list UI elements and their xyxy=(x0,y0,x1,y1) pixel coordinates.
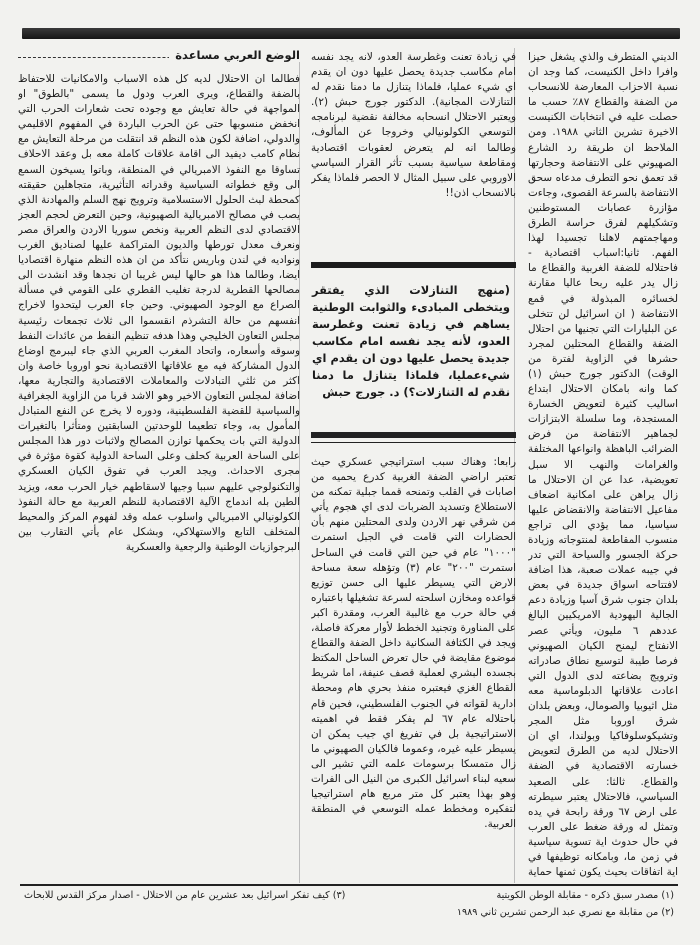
pull-quote-rule xyxy=(311,262,516,268)
header-rule xyxy=(22,28,680,39)
column-text: في زيادة تعنت وغطرسة العدو، لانه يجد نفسه امام مكاسب جديدة يحصل عليها دون ان يقدم اي شيء عمليا، فلماذا يتنازل ما دمنا نقدم له التنازلات المجانية). الدكتور جورج حبش (٢). ويعتبر الاحتلال انسحابه مخالفة نقضية لبرنامجه التوسعي الكولونيالي وخروجا عن المألوف، وطالما انه لم يتعرض لعقوبات اقتصادية ومقاطعة سياسية بسبب تأثر القرار السياسي الاوروبي على سبيل المثال لا الحصر فلماذا يفكر بالانسحاب اذن!! xyxy=(311,51,516,199)
article-column-left xyxy=(18,72,300,882)
section-separator-thin xyxy=(311,442,516,443)
article-column-right xyxy=(528,50,678,882)
article-column-middle-bottom xyxy=(311,455,516,880)
section-separator xyxy=(311,432,516,438)
section-title xyxy=(18,48,300,66)
footnote-2: (٢) من مقابلة مع نصري عبد الرحمن تشرين ثاني ١٩٨٩ xyxy=(456,907,674,918)
section-title-text: الوضع العربي مساعدة xyxy=(169,48,300,62)
article-column-middle-top xyxy=(311,50,516,260)
column-text: فطالما ان الاحتلال لديه كل هذه الاسباب والامكانيات للاحتفاظ بالضفة والقطاع، ويرى العرب ودول ما يسمى "بالطوق" او المواجهة في حالة تعايش مع وجوده تحت شعارات الحرب التي انخفض منسوبها حتى عن الحرب الباردة في المفهوم الاقليمي والدولي، اضافة لكون هذه النظم قد انتقلت من مرحلة التعايش مع نظام كامب ديفيد الى اقامة علاقات كاملة معه بل وعقد الاحلاف تساوقا مع النفوذ الامبريالي في المنطقة، وباتوا يسيخون السمع الى وقع خطواته السياسية وقدراته التأثيرية، متجاهلين حقيقته كمحطة لبث الحلول الاستسلامية وترويج نهج السلم والمهادنة الذي يصب في مصالح الامبريالية الصهيونية، وحين التعرض لحجم العجز الاقتصادي لدى النظم العربية ونخص سوريا الاردن والعراق مصر ونعرف معدل تورطها والديون المتراكمة عليها لصناديق الغرب ونواديه في لندن وباريس نتأكد من ان هذه النظم منهارة اقتصاديا ايضا، وطالما هذا هو حالها ليس غريبا ان نجدها وقد انشدت الى مصالحها القطرية لدرجة تغليب القطري على القومي في مسألة الصراع مع الوجود الصهيوني. وحين جاء العرب ليتحدوا لاخراج انفسهم من حالة التشرذم انقسموا الى ثلاث تجمعات رئيسية مجلس التعاون الخليجي وهذا هدفه تنظيم النفط من عائدات النفط وسوقه وأسعاره، واتحاد المغرب العربي الذي جاء ليبرمج اوضاع الدول المشاركة فيه مع علاقاتها الاقتصادية نحو اوروبا خاصة وان اكثر من ثلثي التبادلات والمعاملات الاقتصادية والتجارية معها، اضافة لمجلس التعاون الاخير وهو الاشد قربا من الزاوية الجغرافية والسياسية للقضية الفلسطينية، ودوره لا يخرج عن النفع المتبادل المأمول به، وجاء تطعيما للوحدتين السابقتين ومتأثرا بالتغيرات الدولية التي بات يحكمها توازن المصالح ولاثبات دور هذا المجلس على الساحة العربية كحلف وعلى الساحة الدولية كقوة مؤثرة في مجرى الاحداث. ويجد العرب في تفوق الكيان العسكري والتكنولوجي عليهم سببا وجيها لاسقاطهم خيار الحرب معه، ويزيد الطين بله اندماج الآلية الاقتصادية للنظم العربية مع حالة النفوذ الكولونيالي الامبريالي واسلوب عمله وقد لفهوم المركز والمحيط المتخلف التابع والاستهلاكي، وبشكل عام يأتي التقارب بين البرجوازيات الوطنية والرجعية والعسكرية xyxy=(18,73,300,553)
column-text: الديني المتطرف والذي يشغل حيزا وافرا داخل الكنيست، كما وجد ان نسبة الاحزاب المعارضة للانسحاب من الضفة والقطاع ٨٧٪ حسب ما حصلت عليه في انتخابات الكنيست الاخيرة تشرين الثاني ١٩٨٨. ومن الملاحظ ان طريقة رد الشارع الصهيوني على الانتفاضة وحجارتها قد تعمق نحو التطرف مدعاه سحق الانتفاضة بالسرعة القصوى، وجاءت مؤازرة عصابات المستوطنين وتشكيلهم لفرق حراسة الطرق ومهاجمتهم لاهلنا تجسيدا لهذا الفهم. ثانيا:اسباب اقتصادية - فاحتلاله للضفة الغربية والقطاع ما زال يدر عليه ربحا عاليا مقارنة لخسائره المبذولة في قمع الانتفاضة ( ان اسرائيل لن تتخلى عن البليارات التي تجنيها من احتلال الضفة والقطاع المحتلين لمجرد حشرها في الزاوية لفترة من الوقت) الدكتور جورج حبش (١) كما وانه بامكان الاحتلال ابتداع اساليب كثيرة لتعويض الخسارة المستجدة، وما سلسلة الابتزازات لجماهير الانتفاضة من فرض الضرائب الباهظة وانواعها المختلفة والغرامات والنهب الا سبل تعويضية، عدا عن ان الاحتلال ما زال يراهن على امكانية اضعاف مفاعيل الانتفاضة والانقضاض عليها سياسيا، مما يؤدي الى تراجع منسوب المقاطعة لمنتوجاته وزيادة حركة الجسور والسياحة التي تدر في جيبه عملات صعبة، هذا اضافة لافتتاحه اسواق جديدة في بعض بلدان جنوب شرق آسيا وزيادة دعم الجالية اليهودية الامريكيين البالغ عددهم ٦ مليون، ويأتي عصر الانفتاح ليمنح الكيان الصهيوني فرصا طيبة لتوسيع نطاق صادراته وترويج بضاعته لدى الدول التي اعادت علاقاتها الدبلوماسية معه مثل اثيوبيا والصومال، وبعض بلدان شرق اوروبا مثل المجر وتشيكوسلوفاكيا وبولندا، اي ان الاحتلال لديه من الطرق لتعويض خسارته الاقتصادية في الضفة والقطاع. ثالثا: على الصعيد السياسي، فالاحتلال يعتبر سيطرته على ارض ٦٧ ورقة رابحة في يده وتمثل له ورقة ضغط على العرب في حال حدوث اية تسوية سياسية في زمن ما، وبامكانه توظيفها في اية اتفاقات بحيث يكون ثمنها حماية xyxy=(528,51,678,879)
footnotes xyxy=(20,884,678,920)
footnote-1: (١) مصدر سبق ذكره - مقابلة الوطن الكويتية xyxy=(496,890,674,901)
pull-quote: (منهج التنازلات الذي يفتقر ويتخطى المبادىء والثوابت الوطنية يساهم في زيادة تعنت وغطرسة العدو، لأنه يجد نفسه امام مكاسب جديدة يحصل عليها دون ان يقدم اي شيءعمليا، فلماذا يتنازل ما دمنا نقدم له التنازلات؟) د. جورج حبش xyxy=(312,283,510,399)
column-text: رابعا: وهناك سبب استراتيجي عسكري حيث تعتبر اراضي الضفة الغربية كدرع يحميه من اصابات في القلب وتمنحه قمما جبلية تمكنه من الاستطلاع وتسديد الضربات لدى اي هجوم يأتي من شرقي نهر الاردن ولدى المحتلين منهم بأن الحضارات التي قامت في الجبل استمرت "١٠٠٠" عام في حين التي قامت في الساحل استمرت "٢٠٠" عام (٣) وتؤهله سعة مساحة الارض التي يسيطر عليها الى حسن توزيع قواعده ومخازن اسلحته لسرعة تشغيلها باعتباره في حالة حرب مع غالبية العرب، ومقدرة اكبر على المناورة وتجنيد الخطط لأوار معركة فاصلة، ويجد في الكثافة السكانية داخل الضفة والقطاع موضوع مقايضة في حال تعرض الساحل المكتظ بجسده البشري لعملية قصف عنيفة، اما شريط القطاع الغزي فيعتبره منفذ بحري هام ومحطة ادارية لقواته في الجنوب الفلسطيني، فحين قام باحتلاله عام ٦٧ لم يفكر فقط في اهميته الاستراتيجية بل في تفريغ اي جيب يمكن ان يسيطر عليه غيره، وعموما فالكيان الصهيوني ما زال متمسكا برسومات علمه التي تشير الى سعيه لبناء اسرائيل الكبرى من النيل الى الفرات وهو بهذا يعتبر كل متر مربع هام استراتيجيا لتفكيره ومخطط عمله التوسعي في المنطقة العربية. xyxy=(311,456,516,831)
footnote-3: (٣) كيف تفكر اسرائيل بعد عشرين عام من الاحتلال - اصدار مركز القدس للابحاث xyxy=(24,890,346,901)
